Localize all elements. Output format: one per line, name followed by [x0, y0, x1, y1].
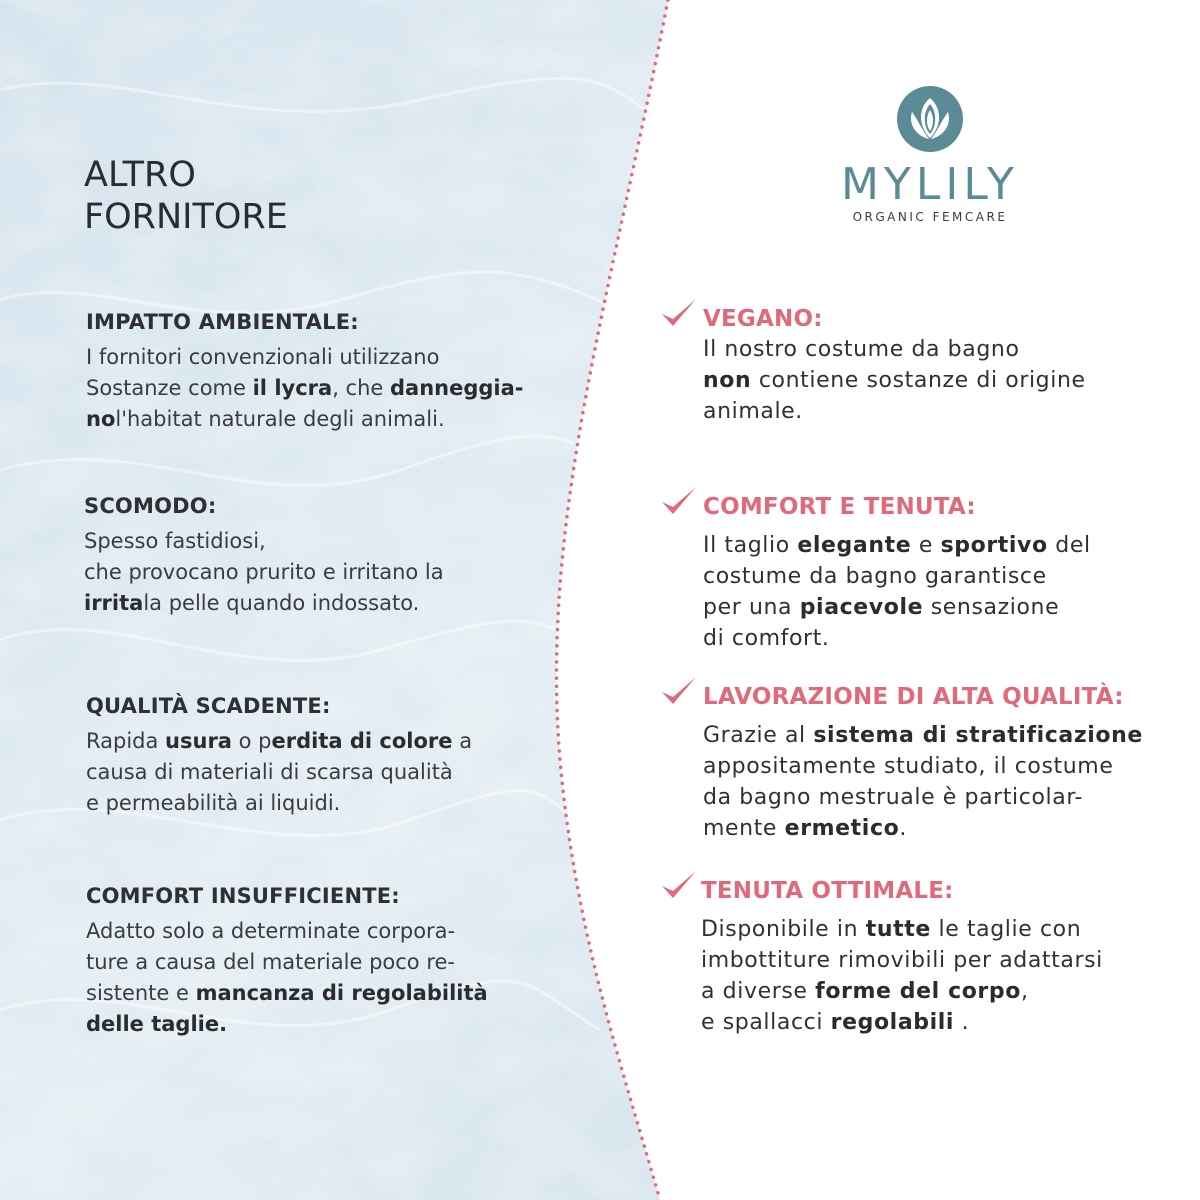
text-line [84, 526, 584, 557]
right-section-heading: LAVORAZIONE DI ALTA QUALITÀ: [703, 684, 1124, 710]
text-run: del [1047, 533, 1091, 558]
text-run: Sostanze come [86, 376, 253, 400]
text-line [703, 782, 1173, 813]
text-line [703, 561, 1173, 592]
bold-text: forme del corpo [815, 979, 1021, 1004]
brand-name: MYLILY [841, 159, 1019, 210]
text-run: Il taglio [703, 533, 798, 558]
text-run: di comfort. [703, 626, 830, 651]
bold-text: il lycra [252, 376, 333, 400]
text-run: Adatto solo a determinate corpora- [86, 919, 456, 943]
right-section-quality [703, 684, 1173, 844]
text-line [701, 945, 1171, 976]
bold-text: delle taglie. [86, 1012, 228, 1036]
right-section-fit [701, 878, 1171, 1038]
text-run: a [452, 729, 473, 753]
brand-logo [810, 86, 1050, 224]
right-section-comfort [703, 494, 1173, 654]
bold-text: non [703, 368, 752, 393]
left-section-body [86, 342, 586, 435]
left-section-heading: COMFORT INSUFFICIENTE: [86, 884, 400, 908]
left-section-heading: IMPATTO AMBIENTALE: [86, 310, 359, 334]
bold-text: erdita di colore [271, 729, 453, 753]
bold-text: piacevole [799, 595, 924, 620]
right-section-heading: VEGANO: [703, 306, 823, 332]
text-run: appositamente studiato, il costume [703, 754, 1114, 779]
checkmark-icon [660, 484, 698, 518]
text-run: e [911, 533, 941, 558]
text-run: costume da bagno garantisce [703, 564, 1047, 589]
text-run: che provocano prurito e irritano la [84, 560, 444, 584]
bold-text: usura [165, 729, 232, 753]
right-section-heading: TENUTA OTTIMALE: [701, 878, 954, 904]
right-section-body [701, 914, 1171, 1038]
brand-tagline: ORGANIC FEMCARE [852, 210, 1008, 224]
left-section-comfort [86, 884, 586, 1040]
text-run: contiene sostanze di origine [751, 368, 1086, 393]
text-line [701, 976, 1171, 1007]
checkmark-icon [660, 296, 698, 330]
text-run: causa di materiali di scarsa qualità [86, 760, 453, 784]
right-section-body [703, 530, 1173, 654]
text-line [86, 404, 586, 435]
text-line [703, 334, 1173, 365]
text-line [86, 978, 586, 1009]
text-run: I fornitori convenzionali utilizzano [86, 345, 440, 369]
text-line [703, 592, 1173, 623]
text-line [701, 914, 1171, 945]
right-section-body [703, 720, 1173, 844]
text-line [86, 726, 586, 757]
text-run: da bagno mestruale è particolar- [703, 785, 1084, 810]
text-run: sistente e [86, 981, 196, 1005]
left-title-line1: ALTRO [84, 155, 196, 195]
text-run: sensazione [923, 595, 1060, 620]
text-run: mente [703, 816, 785, 841]
text-line [701, 1007, 1171, 1038]
bold-text: ermetico [784, 816, 900, 841]
text-run: animale. [703, 399, 803, 424]
bold-text: mancanza di regolabilità [195, 981, 488, 1005]
bold-text: no [86, 407, 116, 431]
text-run: ture a causa del materiale poco re- [86, 950, 455, 974]
text-line [703, 720, 1173, 751]
bold-text: elegante [797, 533, 912, 558]
text-line [86, 788, 586, 819]
left-section-body [84, 526, 584, 619]
lotus-icon [810, 86, 1050, 152]
checkmark-icon [660, 868, 698, 902]
left-section-quality [86, 694, 586, 819]
bold-text: regolabili [830, 1010, 955, 1035]
text-line [84, 557, 584, 588]
left-section-uncomfortable [84, 494, 584, 619]
text-line [703, 813, 1173, 844]
text-line [703, 530, 1173, 561]
text-line [86, 916, 586, 947]
text-run: . [954, 1010, 970, 1035]
text-run: a diverse [701, 979, 816, 1004]
text-run: Grazie al [703, 723, 814, 748]
text-line [86, 342, 586, 373]
text-line [703, 623, 1173, 654]
left-section-body [86, 916, 586, 1040]
text-run: , che [332, 376, 390, 400]
text-run: l'habitat naturale degli animali. [115, 407, 445, 431]
text-line [86, 757, 586, 788]
text-run: e spallacci [701, 1010, 831, 1035]
text-line [703, 751, 1173, 782]
text-line [703, 365, 1173, 396]
left-section-heading: SCOMODO: [84, 494, 217, 518]
text-line [84, 588, 584, 619]
text-run: . [899, 816, 907, 841]
left-title [84, 154, 288, 238]
left-section-impact [86, 310, 586, 435]
text-line [703, 396, 1173, 427]
text-run: Spesso fastidiosi, [84, 529, 266, 553]
text-run: o p [231, 729, 272, 753]
text-run: , [1020, 979, 1029, 1004]
right-section-vegan [703, 306, 1173, 427]
text-line [86, 373, 586, 404]
text-run: la pelle quando indossato. [143, 591, 420, 615]
bold-text: sistema di stratificazione [813, 723, 1143, 748]
text-run: e permeabilità ai liquidi. [86, 791, 341, 815]
left-title-line2: FORNITORE [84, 197, 288, 237]
text-run: Il nostro costume da bagno [703, 337, 1020, 362]
text-line [86, 947, 586, 978]
bold-text: danneggia- [390, 376, 524, 400]
left-section-heading: QUALITÀ SCADENTE: [86, 694, 331, 718]
left-section-body [86, 726, 586, 819]
bold-text: sportivo [940, 533, 1048, 558]
bold-text: irrita [84, 591, 144, 615]
text-run: Rapida [86, 729, 166, 753]
checkmark-icon [660, 674, 698, 708]
text-run: le taglie con [930, 917, 1082, 942]
bold-text: tutte [865, 917, 931, 942]
text-run: Disponibile in [701, 917, 866, 942]
text-line [86, 1009, 586, 1040]
text-run: imbottiture rimovibili per adattarsi [701, 948, 1103, 973]
right-section-body [703, 334, 1173, 427]
right-section-heading: COMFORT E TENUTA: [703, 494, 976, 520]
text-run: per una [703, 595, 800, 620]
